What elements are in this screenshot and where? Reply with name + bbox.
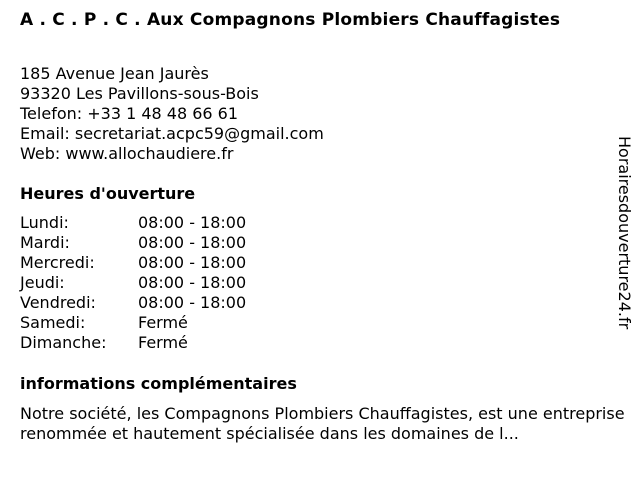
day-label: Jeudi: [20,273,65,292]
contact-block [20,64,324,164]
day-label: Samedi: [20,313,86,332]
site-watermark: Horairesdouverture24.fr [615,136,634,330]
hours-row-samedi [20,313,246,333]
hours-row-mercredi [20,253,246,273]
day-label: Mardi: [20,233,70,252]
info-description: Notre société, les Compagnons Plombiers Chauffagistes, est une entreprise renommée et hautement spécialisée dans les domaines de l... [20,404,625,443]
hours-row-dimanche [20,333,246,353]
hours-row-vendredi [20,293,246,313]
time-value: 08:00 - 18:00 [138,213,247,232]
email-address[interactable]: Email: secretariat.acpc59@gmail.com [20,124,324,143]
hours-table [20,213,246,353]
day-label: Lundi: [20,213,69,232]
day-label: Vendredi: [20,293,96,312]
hours-row-lundi [20,213,246,233]
street-address: 185 Avenue Jean Jaurès [20,64,209,83]
time-value: Fermé [138,333,188,352]
time-value: Fermé [138,313,188,332]
day-label: Dimanche: [20,333,107,352]
hours-row-mardi [20,233,246,253]
phone-number[interactable]: Telefon: +33 1 48 48 66 61 [20,104,239,123]
hours-heading: Heures d'ouverture [20,184,196,203]
time-value: 08:00 - 18:00 [138,253,247,272]
hours-row-jeudi [20,273,246,293]
company-name: A . C . P . C . Aux Compagnons Plombiers Chauffagistes [20,10,561,30]
website-link[interactable]: Web: www.allochaudiere.fr [20,144,234,163]
time-value: 08:00 - 18:00 [138,273,247,292]
time-value: 08:00 - 18:00 [138,233,247,252]
city-address: 93320 Les Pavillons-sous-Bois [20,84,259,103]
day-label: Mercredi: [20,253,95,272]
time-value: 08:00 - 18:00 [138,293,247,312]
info-heading: informations complémentaires [20,374,297,393]
